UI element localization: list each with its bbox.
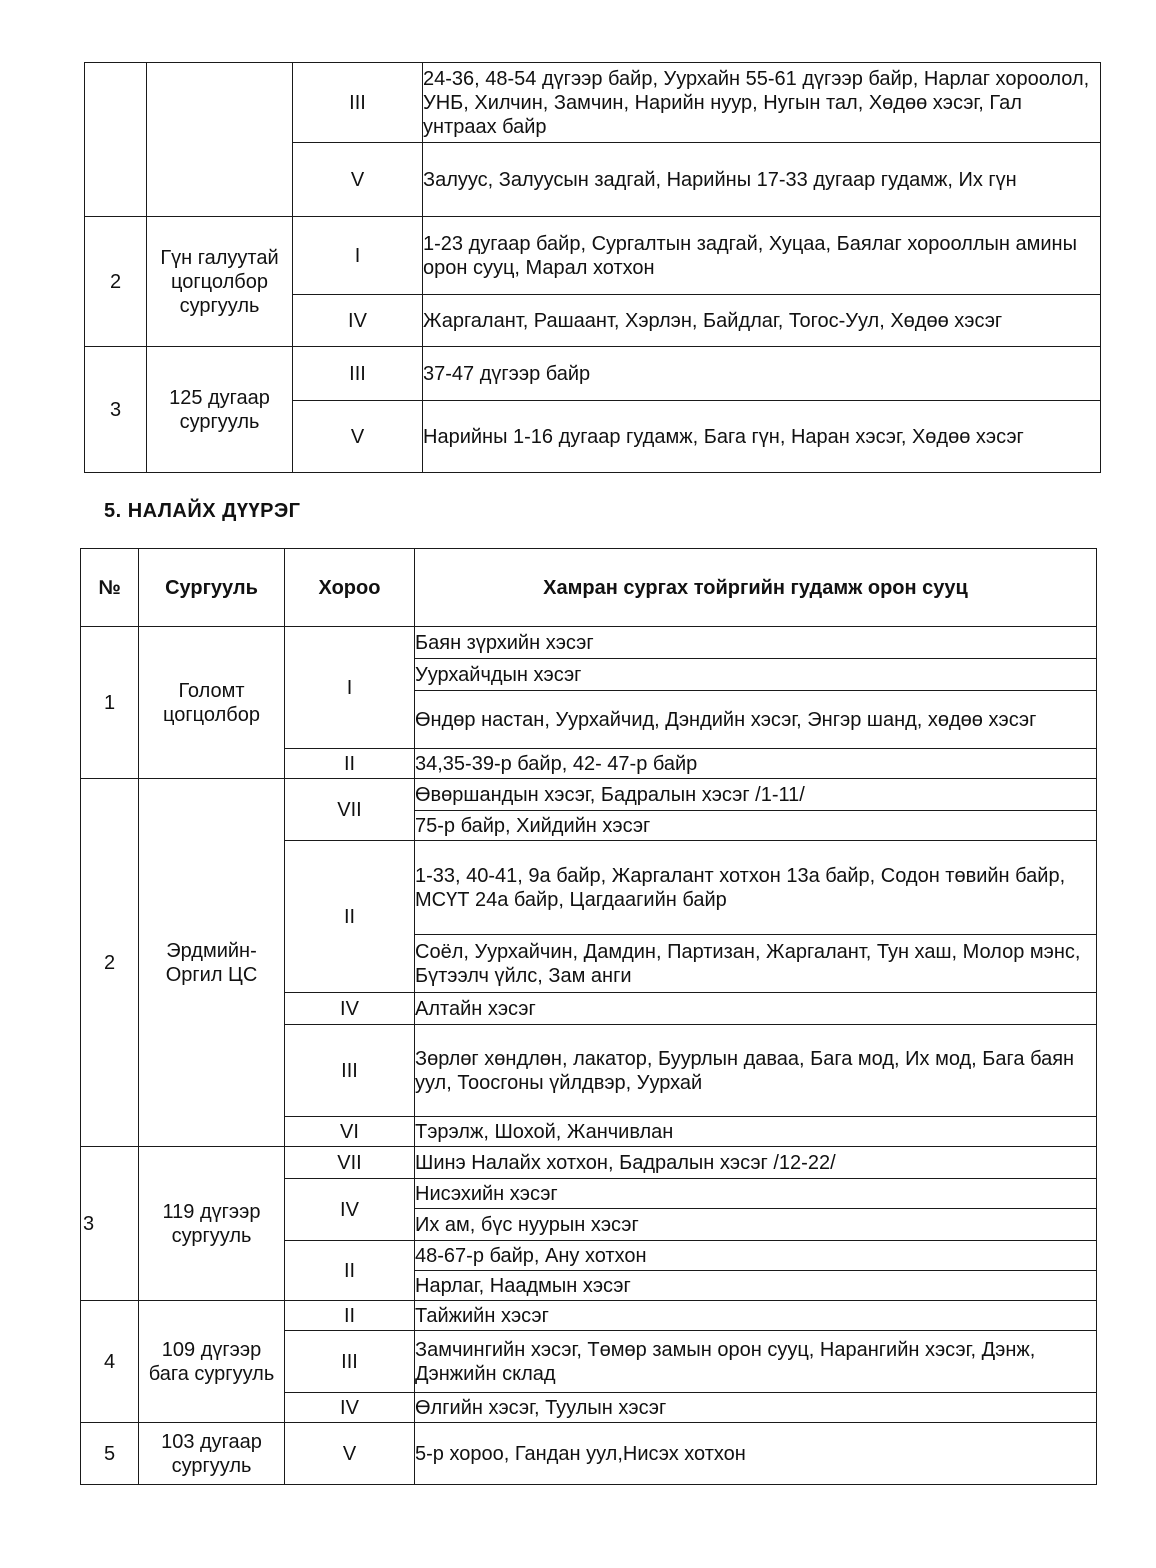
horoo-cell: II	[285, 1301, 415, 1331]
school-cell: 119 дүгээр сургууль	[139, 1147, 285, 1301]
streets-cell: Нарийны 1-16 дугаар гудамж, Бага гүн, Наран хэсэг, Хөдөө хэсэг	[423, 401, 1101, 473]
streets-cell: Өндөр настан, Уурхайчид, Дэндийн хэсэг, Энгэр шанд, хөдөө хэсэг	[415, 691, 1097, 749]
school-cell: 109 дүгээр бага сургууль	[139, 1301, 285, 1423]
horoo-cell: IV	[285, 993, 415, 1025]
row-number-cell: 5	[81, 1423, 139, 1485]
streets-cell: Тэрэлж, Шохой, Жанчивлан	[415, 1117, 1097, 1147]
table-row	[85, 217, 1101, 295]
streets-cell: Өлгийн хэсэг, Туулын хэсэг	[415, 1393, 1097, 1423]
streets-cell: Шинэ Налайх хотхон, Бадралын хэсэг /12-22/	[415, 1147, 1097, 1179]
streets-cell: Зөрлөг хөндлөн, лакатор, Буурлын даваа, Бага мод, Их мод, Бага баян уул, Тоосгоны үйлдвэр, Уурхай	[415, 1025, 1097, 1117]
streets-cell: 24-36, 48-54 дүгээр байр, Уурхайн 55-61 дүгээр байр, Нарлаг хороолол, УНБ, Хилчин, Замчин, Нарийн нуур, Нугын тал, Хөдөө хэсэг, Гал унтраах байр	[423, 63, 1101, 143]
streets-cell: Нисэхийн хэсэг	[415, 1179, 1097, 1209]
table-row	[81, 627, 1097, 659]
streets-cell: Алтайн хэсэг	[415, 993, 1097, 1025]
header-number: №	[81, 549, 139, 627]
table-header-row	[81, 549, 1097, 627]
horoo-cell: V	[293, 401, 423, 473]
horoo-cell: III	[285, 1331, 415, 1393]
header-school: Сургууль	[139, 549, 285, 627]
streets-cell: Уурхайчдын хэсэг	[415, 659, 1097, 691]
school-cell: Гүн галуутай цогцолбор сургууль	[147, 217, 293, 347]
horoo-cell: II	[285, 841, 415, 993]
horoo-cell: I	[293, 217, 423, 295]
horoo-cell: IV	[293, 295, 423, 347]
streets-cell: Нарлаг, Наадмын хэсэг	[415, 1271, 1097, 1301]
school-cell: Эрдмийн-Оргил ЦС	[139, 779, 285, 1147]
streets-cell: 37-47 дүгээр байр	[423, 347, 1101, 401]
streets-cell: Замчингийн хэсэг, Төмөр замын орон сууц, Нарангийн хэсэг, Дэнж, Дэнжийн склад	[415, 1331, 1097, 1393]
header-streets: Хамран сургах тойргийн гудамж орон сууц	[415, 549, 1097, 627]
streets-cell: Тайжийн хэсэг	[415, 1301, 1097, 1331]
table-row	[81, 1301, 1097, 1331]
horoo-cell: VII	[285, 1147, 415, 1179]
streets-cell: 48-67-р байр, Ану хотхон	[415, 1241, 1097, 1271]
horoo-cell: III	[293, 347, 423, 401]
row-number-cell: 2	[85, 217, 147, 347]
row-number-cell: 1	[81, 627, 139, 779]
table-row	[85, 347, 1101, 401]
horoo-cell: IV	[285, 1393, 415, 1423]
school-cell: Голомт цогцолбор	[139, 627, 285, 779]
continued-table	[84, 62, 1101, 473]
horoo-cell: VI	[285, 1117, 415, 1147]
horoo-cell: VII	[285, 779, 415, 841]
streets-cell: 5-р хороо, Гандан уул,Нисэх хотхон	[415, 1423, 1097, 1485]
horoo-cell: II	[285, 749, 415, 779]
horoo-cell: IV	[285, 1179, 415, 1241]
streets-cell: Жаргалант, Рашаант, Хэрлэн, Байдлаг, Тогос-Уул, Хөдөө хэсэг	[423, 295, 1101, 347]
streets-cell: 1-33, 40-41, 9а байр, Жаргалант хотхон 13а байр, Содон төвийн байр, МСҮТ 24а байр, Цагдаагийн байр	[415, 841, 1097, 935]
horoo-cell: III	[293, 63, 423, 143]
table-row	[81, 779, 1097, 811]
row-number-cell: 4	[81, 1301, 139, 1423]
row-number-cell	[85, 63, 147, 217]
table-row	[81, 1147, 1097, 1179]
row-number-cell: 3	[85, 347, 147, 473]
header-horoo: Хороо	[285, 549, 415, 627]
school-cell: 103 дугаар сургууль	[139, 1423, 285, 1485]
horoo-cell: II	[285, 1241, 415, 1301]
streets-cell: Залуус, Залуусын задгай, Нарийны 17-33 дугаар гудамж, Их гүн	[423, 143, 1101, 217]
streets-cell: 34,35-39-р байр, 42- 47-р байр	[415, 749, 1097, 779]
streets-cell: Өвөршандын хэсэг, Бадралын хэсэг /1-11/	[415, 779, 1097, 811]
school-cell	[147, 63, 293, 217]
horoo-cell: V	[293, 143, 423, 217]
horoo-cell: I	[285, 627, 415, 749]
school-cell: 125 дугаар сургууль	[147, 347, 293, 473]
row-number-cell: 3	[81, 1147, 139, 1301]
horoo-cell: V	[285, 1423, 415, 1485]
section-title: 5. НАЛАЙХ ДҮҮРЭГ	[104, 500, 301, 522]
table-row	[81, 1423, 1097, 1485]
horoo-cell: III	[285, 1025, 415, 1117]
streets-cell: 1-23 дугаар байр, Сургалтын задгай, Хуцаа, Баялаг хорооллын амины орон сууц, Марал хотхон	[423, 217, 1101, 295]
streets-cell: Баян зүрхийн хэсэг	[415, 627, 1097, 659]
row-number-cell: 2	[81, 779, 139, 1147]
streets-cell: Соёл, Уурхайчин, Дамдин, Партизан, Жаргалант, Тун хаш, Молор мэнс, Бүтээлч үйлс, Зам анги	[415, 935, 1097, 993]
streets-cell: 75-р байр, Хийдийн хэсэг	[415, 811, 1097, 841]
table-row	[85, 63, 1101, 143]
streets-cell: Их ам, бүс нуурын хэсэг	[415, 1209, 1097, 1241]
school-district-table	[80, 548, 1097, 1485]
